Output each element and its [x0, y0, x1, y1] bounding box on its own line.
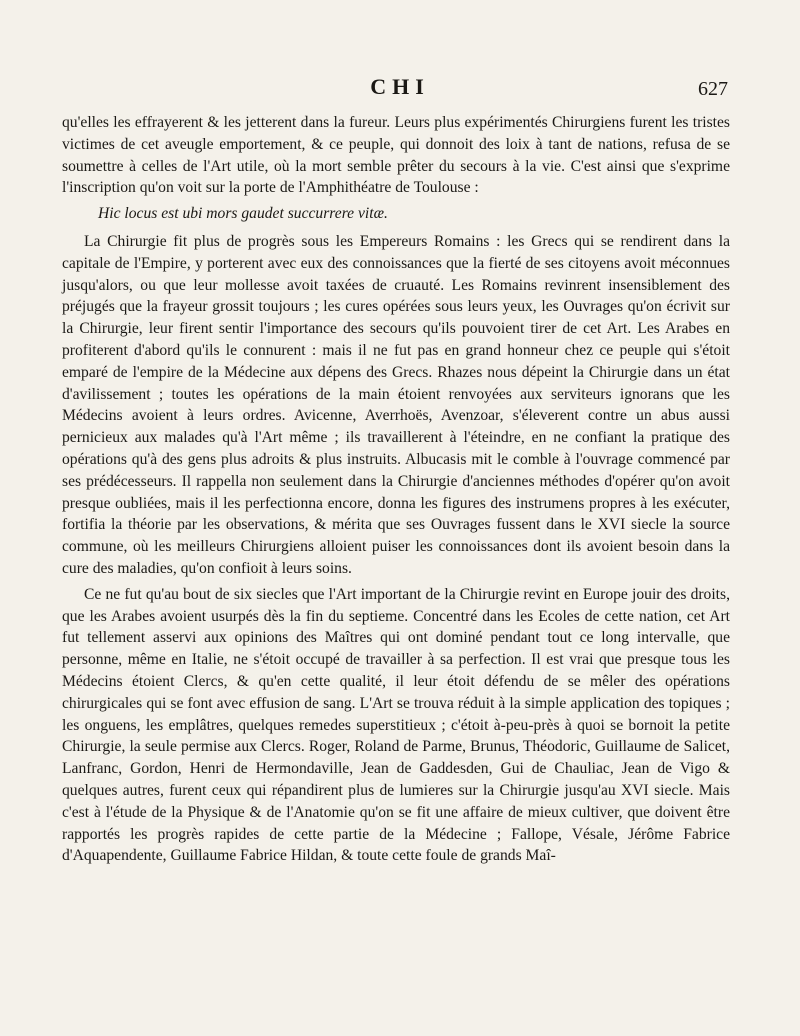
- latin-inscription-quote: Hic locus est ubi mors gaudet succurrere vitæ.: [98, 205, 388, 223]
- paragraph-3: Ce ne fut qu'au bout de six siecles que l'Art important de la Chirurgie revint en Europe jouir des droits, que les Arabes avoient usurpés dès la fin du septieme. Concentré dans les Ecoles de cette nation, cet Art fut tellement asservi aux opinions des Maîtres qui ont dominé pendant tout ce long intervalle, que personne, même en Italie, ne s'étoit occupé de travailler à sa perfection. Il est vrai que presque tous les Médecins étoient Clercs, & qu'en cette qualité, il leur étoit défendu de se mêler des opérations chirurgicales qui se font avec effusion de sang. L'Art se trouva réduit à la simple application des topiques ; les onguens, les emplâtres, quelques remedes superstitieux ; c'étoit à-peu-près à quoi se bornoit la petite Chirurgie, la seule permise aux Clercs. Roger, Roland de Parme, Brunus, Théodoric, Guillaume de Salicet, Lanfranc, Gordon, Henri de Hermondaville, Jean de Gaddesden, Gui de Chauliac, Jean de Vigo & quelques autres, furent ceux qui répandirent plus de lumieres sur la Chirurgie jusqu'au XVI siecle. Mais c'est à l'étude de la Physique & de l'Anatomie qu'on se fit une affaire de mieux cultiver, que doivent être rapportés les progrès rapides de cette partie de la Médecine ; Fallope, Vésale, Jérôme Fabrice d'Aquapendente, Guillaume Fabrice Hildan, & toute cette foule de grands Maî-: [62, 585, 730, 865]
- paragraph-2: La Chirurgie fit plus de progrès sous les Empereurs Romains : les Grecs qui se rendirent dans la capitale de l'Empire, y porterent avec eux des connoissances que la fierté de ses citoyens avoit méconnues jusqu'alors, ou que leur mollesse avoit taxées de cruauté. Les Romains revinrent insensiblement des préjugés que la frayeur grossit toujours ; les cures opérées sous leurs yeux, les Ouvrages qu'on écrivit sur la Chirurgie, leur firent sentir l'importance des secours qu'ils pouvoient tirer de cet Art. Les Arabes en profiterent d'abord qu'ils le connurent : mais il ne fut pas en grand honneur chez ce peuple qui s'étoit emparé de l'empire de la Médecine aux dépens des Grecs. Rhazes nous dépeint la Chirurgie dans un état d'avilissement ; toutes les opérations de la main étoient renvoyées aux serviteurs ignorans que les Médecins avoient à leurs ordres. Avicenne, Averrhoës, Avenzoar, s'éleverent contre un abus aussi pernicieux aux malades qu'à l'Art même ; ils travaillerent à l'éteindre, en ne confiant la pratique des opérations qu'à des gens plus adroits & plus instruits. Albucasis mit le comble à l'ouvrage commencé par ses prédécesseurs. Il rappella non seulement dans la Chirurgie d'anciennes méthodes d'opérer qu'on avoit presque oubliées, mais il les perfectionna encore, donna les figures des instrumens propres à les exécuter, fortifia la théorie par les observations, & mérita que ses Ouvrages fussent dans le XVI siecle la source commune, où les meilleurs Chirurgiens alloient puiser les connoissances dont ils avoient besoin dans la cure des maladies, qu'on confioit à leurs soins.: [62, 232, 730, 577]
- page-number: 627: [698, 78, 728, 100]
- paragraph-1: qu'elles les effrayerent & les jetterent dans la fureur. Leurs plus expérimentés Chirurgiens furent les tristes victimes de cet aveugle emportement, & ce peuple, qui donnoit des loix à tant de nations, refusa de se soumettre à celles de l'Art utile, où la mort semble prêter du secours à la vie. C'est ainsi que s'exprime l'inscription qu'on voit sur la porte de l'Amphithéatre de Toulouse :: [62, 114, 730, 197]
- running-head: CHI: [370, 74, 430, 99]
- body-text: [62, 112, 730, 867]
